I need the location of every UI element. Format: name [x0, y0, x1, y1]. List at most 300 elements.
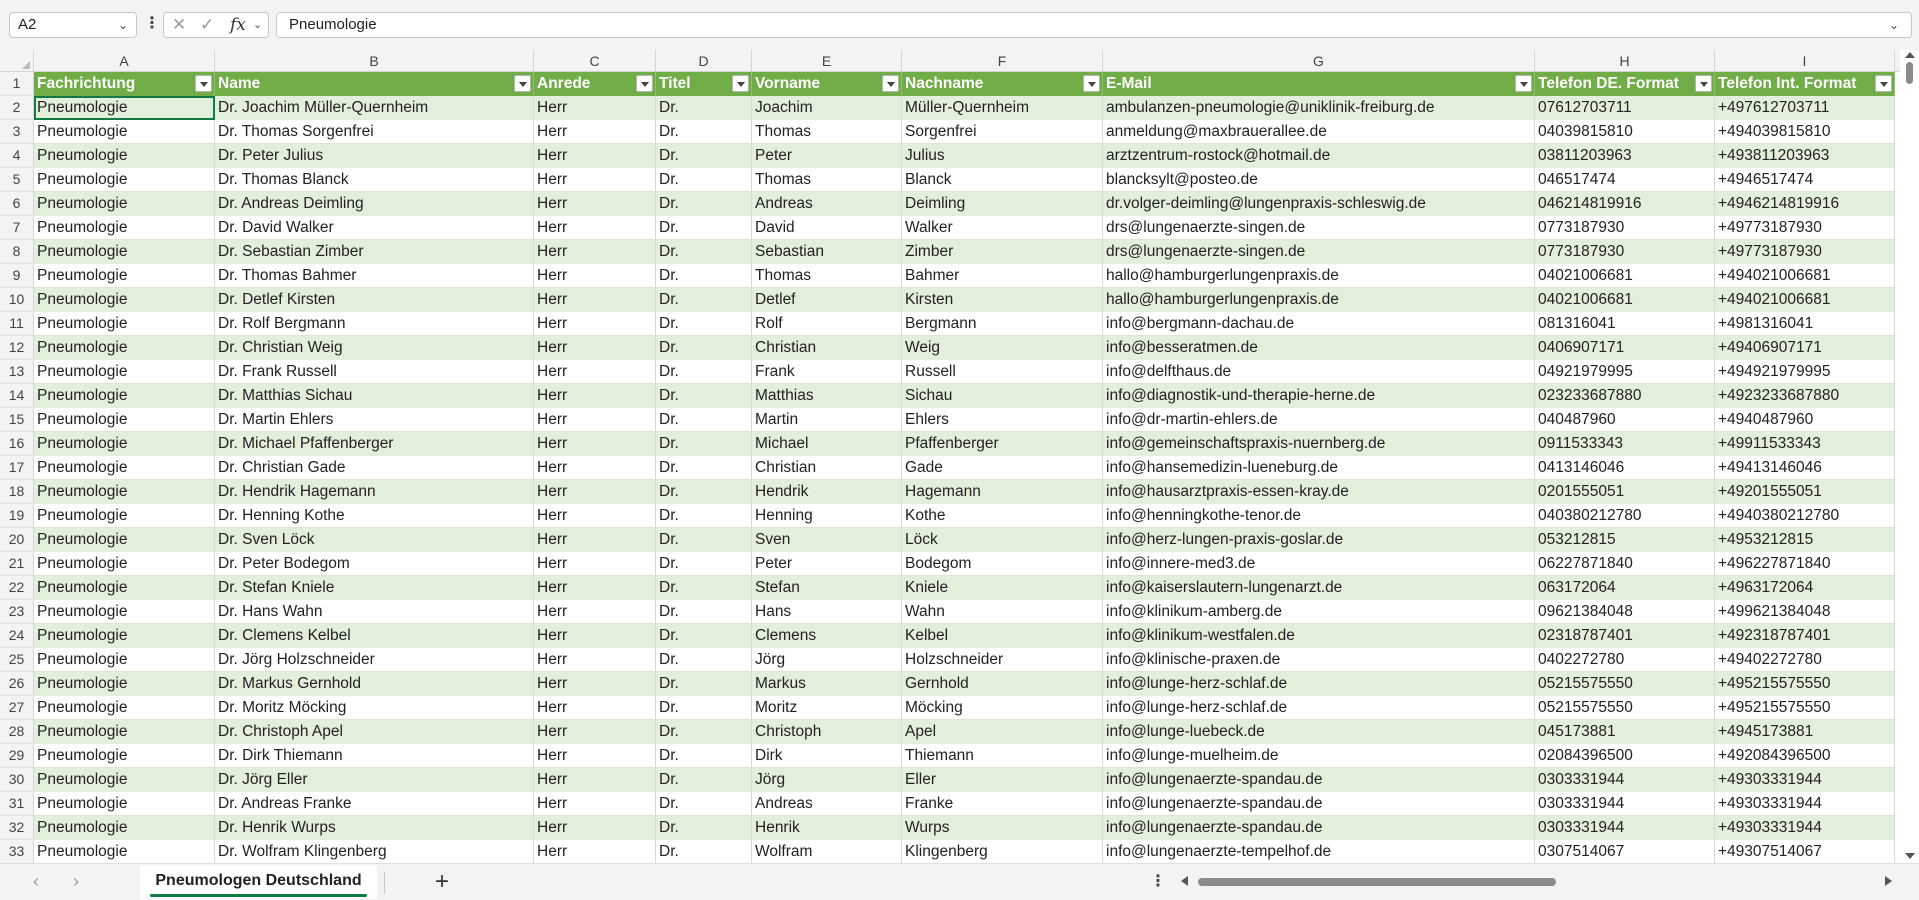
table-cell[interactable]: Gernhold — [902, 672, 1103, 696]
table-cell[interactable]: Holzschneider — [902, 648, 1103, 672]
table-cell[interactable]: Herr — [534, 840, 656, 863]
table-cell[interactable]: Dr. Henning Kothe — [215, 504, 534, 528]
table-cell[interactable]: 023233687880 — [1535, 384, 1715, 408]
table-cell[interactable]: Dr. — [656, 216, 752, 240]
table-cell[interactable]: drs@lungenaerzte-singen.de — [1103, 240, 1535, 264]
table-cell[interactable]: +4945173881 — [1715, 720, 1895, 744]
chevron-down-icon[interactable]: ⌄ — [117, 18, 128, 32]
table-cell[interactable]: info@lunge-herz-schlaf.de — [1103, 696, 1535, 720]
table-cell[interactable]: dr.volger-deimling@lungenpraxis-schleswig.de — [1103, 192, 1535, 216]
table-cell[interactable]: Pneumologie — [34, 312, 215, 336]
table-cell[interactable]: Dr. Hans Wahn — [215, 600, 534, 624]
table-cell[interactable]: Dr. — [656, 792, 752, 816]
table-cell[interactable]: David — [752, 216, 902, 240]
table-cell[interactable]: 05215575550 — [1535, 696, 1715, 720]
more-options-icon[interactable]: ⋮ — [144, 15, 160, 32]
row-number[interactable]: 21 — [0, 552, 34, 576]
table-cell[interactable]: info@lunge-herz-schlaf.de — [1103, 672, 1535, 696]
table-cell[interactable]: Dr. Christoph Apel — [215, 720, 534, 744]
horizontal-scroll-thumb[interactable] — [1198, 878, 1556, 886]
table-cell[interactable]: +4953212815 — [1715, 528, 1895, 552]
table-cell[interactable]: Dr. Sven Löck — [215, 528, 534, 552]
table-cell[interactable]: Pneumologie — [34, 696, 215, 720]
table-header-cell[interactable] — [1535, 72, 1715, 96]
table-cell[interactable]: Dr. Michael Pfaffenberger — [215, 432, 534, 456]
table-cell[interactable]: Herr — [534, 360, 656, 384]
table-cell[interactable]: info@hausarztpraxis-essen-kray.de — [1103, 480, 1535, 504]
table-cell[interactable]: Dr. Thomas Sorgenfrei — [215, 120, 534, 144]
table-cell[interactable]: 02084396500 — [1535, 744, 1715, 768]
table-cell[interactable]: Herr — [534, 168, 656, 192]
table-cell[interactable]: 0303331944 — [1535, 768, 1715, 792]
row-number[interactable]: 4 — [0, 144, 34, 168]
table-cell[interactable]: Dr. — [656, 768, 752, 792]
table-cell[interactable]: +493811203963 — [1715, 144, 1895, 168]
table-cell[interactable]: Dr. — [656, 696, 752, 720]
table-cell[interactable]: 05215575550 — [1535, 672, 1715, 696]
row-number[interactable]: 26 — [0, 672, 34, 696]
scroll-up-icon[interactable] — [1905, 52, 1915, 58]
row-number[interactable]: 18 — [0, 480, 34, 504]
table-cell[interactable]: Herr — [534, 408, 656, 432]
scroll-down-icon[interactable] — [1905, 853, 1915, 859]
table-cell[interactable]: blancksylt@posteo.de — [1103, 168, 1535, 192]
table-cell[interactable]: info@kaiserslautern-lungenarzt.de — [1103, 576, 1535, 600]
table-cell[interactable]: hallo@hamburgerlungenpraxis.de — [1103, 288, 1535, 312]
table-cell[interactable]: info@bergmann-dachau.de — [1103, 312, 1535, 336]
table-cell[interactable]: Zimber — [902, 240, 1103, 264]
table-cell[interactable]: Herr — [534, 696, 656, 720]
column-header-h[interactable]: H — [1535, 50, 1715, 72]
table-cell[interactable]: Sven — [752, 528, 902, 552]
sheet-tab-pneumologen-deutschland[interactable]: Pneumologen Deutschland — [140, 866, 377, 899]
table-cell[interactable]: Pneumologie — [34, 720, 215, 744]
table-cell[interactable]: 04021006681 — [1535, 288, 1715, 312]
table-cell[interactable]: 0402272780 — [1535, 648, 1715, 672]
table-cell[interactable]: Pneumologie — [34, 216, 215, 240]
row-number[interactable]: 14 — [0, 384, 34, 408]
table-cell[interactable]: anmeldung@maxbrauerallee.de — [1103, 120, 1535, 144]
table-cell[interactable]: Klingenberg — [902, 840, 1103, 863]
row-number[interactable]: 1 — [0, 72, 34, 96]
table-cell[interactable]: Sichau — [902, 384, 1103, 408]
table-cell[interactable]: Herr — [534, 792, 656, 816]
table-cell[interactable]: Pneumologie — [34, 576, 215, 600]
table-cell[interactable]: +494039815810 — [1715, 120, 1895, 144]
table-cell[interactable]: Dirk — [752, 744, 902, 768]
row-number[interactable]: 31 — [0, 792, 34, 816]
table-cell[interactable]: Herr — [534, 672, 656, 696]
row-number[interactable]: 22 — [0, 576, 34, 600]
table-cell[interactable]: 03811203963 — [1535, 144, 1715, 168]
table-cell[interactable]: Dr. — [656, 120, 752, 144]
table-cell[interactable]: Dr. — [656, 360, 752, 384]
table-cell[interactable]: 0201555051 — [1535, 480, 1715, 504]
table-cell[interactable]: Wurps — [902, 816, 1103, 840]
table-cell[interactable]: +49413146046 — [1715, 456, 1895, 480]
plus-icon[interactable]: + — [434, 868, 449, 895]
table-cell[interactable]: Dr. Thomas Blanck — [215, 168, 534, 192]
filter-dropdown-icon[interactable] — [882, 75, 899, 92]
table-cell[interactable]: Moritz — [752, 696, 902, 720]
table-cell[interactable]: arztzentrum-rostock@hotmail.de — [1103, 144, 1535, 168]
table-cell[interactable]: Dr. — [656, 744, 752, 768]
table-header-cell[interactable] — [656, 72, 752, 96]
table-cell[interactable]: info@lungenaerzte-tempelhof.de — [1103, 840, 1535, 863]
table-cell[interactable]: 0303331944 — [1535, 792, 1715, 816]
table-cell[interactable]: drs@lungenaerzte-singen.de — [1103, 216, 1535, 240]
table-cell[interactable]: info@klinikum-amberg.de — [1103, 600, 1535, 624]
table-cell[interactable]: Gade — [902, 456, 1103, 480]
table-cell[interactable]: Dr. David Walker — [215, 216, 534, 240]
scroll-right-icon[interactable] — [1885, 876, 1892, 886]
chevron-down-icon[interactable]: ⌄ — [253, 19, 263, 31]
table-cell[interactable]: info@besseratmen.de — [1103, 336, 1535, 360]
table-header-cell[interactable] — [215, 72, 534, 96]
table-cell[interactable]: Dr. Christian Gade — [215, 456, 534, 480]
table-cell[interactable]: Herr — [534, 432, 656, 456]
table-cell[interactable]: +496227871840 — [1715, 552, 1895, 576]
table-cell[interactable]: 04039815810 — [1535, 120, 1715, 144]
scroll-left-icon[interactable] — [1181, 876, 1188, 886]
table-cell[interactable]: Dr. — [656, 840, 752, 863]
table-cell[interactable]: Dr. — [656, 816, 752, 840]
table-cell[interactable]: Pneumologie — [34, 384, 215, 408]
check-icon[interactable]: ✓ — [200, 15, 215, 34]
table-cell[interactable]: Dr. — [656, 504, 752, 528]
table-cell[interactable]: +4963172064 — [1715, 576, 1895, 600]
vertical-scroll-thumb[interactable] — [1906, 62, 1913, 84]
table-cell[interactable]: Herr — [534, 312, 656, 336]
vertical-scrollbar[interactable] — [1900, 50, 1919, 863]
table-cell[interactable]: Herr — [534, 384, 656, 408]
table-cell[interactable]: 0413146046 — [1535, 456, 1715, 480]
table-cell[interactable]: Christian — [752, 336, 902, 360]
table-cell[interactable]: +494021006681 — [1715, 288, 1895, 312]
table-cell[interactable]: +494021006681 — [1715, 264, 1895, 288]
table-cell[interactable]: Dr. Detlef Kirsten — [215, 288, 534, 312]
table-cell[interactable]: Pneumologie — [34, 360, 215, 384]
table-cell[interactable]: Dr. Dirk Thiemann — [215, 744, 534, 768]
table-cell[interactable]: Pneumologie — [34, 840, 215, 863]
table-cell[interactable]: Wahn — [902, 600, 1103, 624]
table-cell[interactable]: Jörg — [752, 648, 902, 672]
table-cell[interactable]: Thomas — [752, 120, 902, 144]
table-cell[interactable]: Hans — [752, 600, 902, 624]
table-cell[interactable]: Dr. — [656, 552, 752, 576]
table-cell[interactable]: Hendrik — [752, 480, 902, 504]
filter-dropdown-icon[interactable] — [1515, 75, 1532, 92]
table-cell[interactable]: Pneumologie — [34, 264, 215, 288]
table-cell[interactable]: Deimling — [902, 192, 1103, 216]
table-cell[interactable]: 0406907171 — [1535, 336, 1715, 360]
row-number[interactable]: 5 — [0, 168, 34, 192]
table-header-cell[interactable] — [534, 72, 656, 96]
table-cell[interactable]: Herr — [534, 504, 656, 528]
table-cell[interactable]: Dr. Sebastian Zimber — [215, 240, 534, 264]
cancel-icon[interactable]: ✕ — [172, 15, 187, 34]
table-cell[interactable]: Pneumologie — [34, 792, 215, 816]
table-cell[interactable]: 081316041 — [1535, 312, 1715, 336]
table-cell[interactable]: +4940380212780 — [1715, 504, 1895, 528]
table-cell[interactable]: Dr. — [656, 312, 752, 336]
table-cell[interactable]: Pneumologie — [34, 600, 215, 624]
table-cell[interactable]: Pneumologie — [34, 480, 215, 504]
table-cell[interactable]: Dr. — [656, 720, 752, 744]
table-cell[interactable]: Herr — [534, 144, 656, 168]
row-number[interactable]: 17 — [0, 456, 34, 480]
table-cell[interactable]: Martin — [752, 408, 902, 432]
table-cell[interactable]: Thomas — [752, 264, 902, 288]
table-cell[interactable]: info@lungenaerzte-spandau.de — [1103, 816, 1535, 840]
table-cell[interactable]: Peter — [752, 552, 902, 576]
table-cell[interactable]: Dr. — [656, 576, 752, 600]
table-cell[interactable]: Pneumologie — [34, 168, 215, 192]
row-number[interactable]: 8 — [0, 240, 34, 264]
table-cell[interactable]: Pneumologie — [34, 432, 215, 456]
table-cell[interactable]: Hagemann — [902, 480, 1103, 504]
table-cell[interactable]: Detlef — [752, 288, 902, 312]
table-cell[interactable]: 040487960 — [1535, 408, 1715, 432]
filter-dropdown-icon[interactable] — [514, 75, 531, 92]
table-cell[interactable]: +495215575550 — [1715, 672, 1895, 696]
table-cell[interactable]: Clemens — [752, 624, 902, 648]
table-cell[interactable]: +49773187930 — [1715, 240, 1895, 264]
table-cell[interactable]: Dr. — [656, 240, 752, 264]
table-cell[interactable]: +494921979995 — [1715, 360, 1895, 384]
filter-dropdown-icon[interactable] — [1695, 75, 1712, 92]
table-cell[interactable]: Dr. Christian Weig — [215, 336, 534, 360]
table-cell[interactable]: Dr. Jörg Eller — [215, 768, 534, 792]
table-cell[interactable]: 045173881 — [1535, 720, 1715, 744]
table-cell[interactable]: Herr — [534, 720, 656, 744]
table-cell[interactable]: Jörg — [752, 768, 902, 792]
row-number[interactable]: 25 — [0, 648, 34, 672]
table-cell[interactable]: 0307514067 — [1535, 840, 1715, 863]
column-header-i[interactable]: I — [1715, 50, 1895, 72]
table-cell[interactable]: Dr. — [656, 288, 752, 312]
table-cell[interactable]: Herr — [534, 336, 656, 360]
row-number[interactable]: 27 — [0, 696, 34, 720]
table-cell[interactable]: Dr. — [656, 264, 752, 288]
table-cell[interactable]: Thomas — [752, 168, 902, 192]
row-number[interactable]: 33 — [0, 840, 34, 863]
table-cell[interactable]: +4923233687880 — [1715, 384, 1895, 408]
table-cell[interactable]: info@delfthaus.de — [1103, 360, 1535, 384]
table-cell[interactable]: info@lunge-luebeck.de — [1103, 720, 1535, 744]
table-cell[interactable]: +495215575550 — [1715, 696, 1895, 720]
table-cell[interactable]: Herr — [534, 552, 656, 576]
more-options-icon[interactable]: ⋮ — [1150, 873, 1166, 890]
table-cell[interactable]: Bahmer — [902, 264, 1103, 288]
table-cell[interactable]: +49402272780 — [1715, 648, 1895, 672]
table-cell[interactable]: 04921979995 — [1535, 360, 1715, 384]
table-cell[interactable]: Herr — [534, 264, 656, 288]
table-cell[interactable]: Dr. Martin Ehlers — [215, 408, 534, 432]
table-cell[interactable]: Pneumologie — [34, 336, 215, 360]
table-cell[interactable]: Herr — [534, 456, 656, 480]
table-cell[interactable]: +49773187930 — [1715, 216, 1895, 240]
table-cell[interactable]: +49303331944 — [1715, 768, 1895, 792]
table-cell[interactable]: Dr. — [656, 168, 752, 192]
row-number[interactable]: 9 — [0, 264, 34, 288]
table-cell[interactable]: hallo@hamburgerlungenpraxis.de — [1103, 264, 1535, 288]
table-cell[interactable]: Dr. Wolfram Klingenberg — [215, 840, 534, 863]
table-cell[interactable]: +49201555051 — [1715, 480, 1895, 504]
row-number[interactable]: 6 — [0, 192, 34, 216]
column-header-f[interactable]: F — [902, 50, 1103, 72]
table-cell[interactable]: Franke — [902, 792, 1103, 816]
table-cell[interactable]: Dr. — [656, 384, 752, 408]
table-cell[interactable]: Pneumologie — [34, 744, 215, 768]
row-number[interactable]: 32 — [0, 816, 34, 840]
table-cell[interactable]: Julius — [902, 144, 1103, 168]
table-cell[interactable]: Pneumologie — [34, 552, 215, 576]
table-cell[interactable]: Andreas — [752, 792, 902, 816]
table-cell[interactable]: Pneumologie — [34, 96, 215, 120]
table-cell[interactable]: +497612703711 — [1715, 96, 1895, 120]
table-cell[interactable]: +49307514067 — [1715, 840, 1895, 863]
table-cell[interactable]: Stefan — [752, 576, 902, 600]
table-cell[interactable]: Eller — [902, 768, 1103, 792]
column-header-c[interactable]: C — [534, 50, 656, 72]
table-cell[interactable]: Michael — [752, 432, 902, 456]
table-cell[interactable]: +4940487960 — [1715, 408, 1895, 432]
table-cell[interactable]: Dr. Jörg Holzschneider — [215, 648, 534, 672]
row-number[interactable]: 28 — [0, 720, 34, 744]
table-cell[interactable]: Dr. Andreas Deimling — [215, 192, 534, 216]
table-cell[interactable]: Herr — [534, 240, 656, 264]
column-header-b[interactable]: B — [215, 50, 534, 72]
table-cell[interactable]: +4946517474 — [1715, 168, 1895, 192]
table-cell[interactable]: Herr — [534, 528, 656, 552]
row-number[interactable]: 30 — [0, 768, 34, 792]
table-cell[interactable]: Herr — [534, 120, 656, 144]
table-header-cell[interactable] — [1715, 72, 1895, 96]
table-cell[interactable]: info@lunge-muelheim.de — [1103, 744, 1535, 768]
table-cell[interactable]: Pneumologie — [34, 768, 215, 792]
table-cell[interactable]: Pneumologie — [34, 144, 215, 168]
table-cell[interactable]: Dr. Hendrik Hagemann — [215, 480, 534, 504]
column-header-g[interactable]: G — [1103, 50, 1535, 72]
name-box[interactable] — [9, 12, 137, 38]
row-number[interactable]: 23 — [0, 600, 34, 624]
table-cell[interactable]: Rolf — [752, 312, 902, 336]
table-cell[interactable]: Dr. — [656, 600, 752, 624]
row-number[interactable]: 13 — [0, 360, 34, 384]
table-cell[interactable]: Dr. — [656, 432, 752, 456]
table-cell[interactable]: Andreas — [752, 192, 902, 216]
table-cell[interactable]: Dr. Peter Bodegom — [215, 552, 534, 576]
table-cell[interactable]: Dr. Frank Russell — [215, 360, 534, 384]
table-cell[interactable]: info@innere-med3.de — [1103, 552, 1535, 576]
table-cell[interactable]: Wolfram — [752, 840, 902, 863]
row-number[interactable]: 12 — [0, 336, 34, 360]
table-cell[interactable]: +492318787401 — [1715, 624, 1895, 648]
table-cell[interactable]: Pneumologie — [34, 648, 215, 672]
table-cell[interactable]: Herr — [534, 768, 656, 792]
table-cell[interactable]: info@herz-lungen-praxis-goslar.de — [1103, 528, 1535, 552]
table-cell[interactable]: Herr — [534, 600, 656, 624]
table-cell[interactable]: Dr. Thomas Bahmer — [215, 264, 534, 288]
table-header-cell[interactable] — [902, 72, 1103, 96]
table-cell[interactable]: Bodegom — [902, 552, 1103, 576]
select-all-corner[interactable] — [0, 50, 34, 72]
table-cell[interactable]: Dr. — [656, 408, 752, 432]
expand-formula-icon[interactable]: ⌄ — [1888, 18, 1899, 32]
table-cell[interactable]: Markus — [752, 672, 902, 696]
table-cell[interactable]: +4946214819916 — [1715, 192, 1895, 216]
row-number[interactable]: 3 — [0, 120, 34, 144]
table-cell[interactable]: Peter — [752, 144, 902, 168]
table-cell[interactable]: info@henningkothe-tenor.de — [1103, 504, 1535, 528]
row-number[interactable]: 11 — [0, 312, 34, 336]
table-cell[interactable]: Christoph — [752, 720, 902, 744]
table-cell[interactable]: 046517474 — [1535, 168, 1715, 192]
table-cell[interactable]: Dr. — [656, 144, 752, 168]
table-cell[interactable]: Herr — [534, 624, 656, 648]
table-cell[interactable]: 07612703711 — [1535, 96, 1715, 120]
table-cell[interactable]: Herr — [534, 480, 656, 504]
table-cell[interactable]: info@lungenaerzte-spandau.de — [1103, 768, 1535, 792]
table-cell[interactable]: Herr — [534, 96, 656, 120]
table-cell[interactable]: Weig — [902, 336, 1103, 360]
table-cell[interactable]: Pneumologie — [34, 288, 215, 312]
table-cell[interactable]: info@hansemedizin-lueneburg.de — [1103, 456, 1535, 480]
filter-dropdown-icon[interactable] — [732, 75, 749, 92]
table-cell[interactable]: Müller-Quernheim — [902, 96, 1103, 120]
table-cell[interactable]: Walker — [902, 216, 1103, 240]
table-cell[interactable]: 063172064 — [1535, 576, 1715, 600]
table-cell[interactable]: Blanck — [902, 168, 1103, 192]
table-cell[interactable]: +492084396500 — [1715, 744, 1895, 768]
table-cell[interactable]: Dr. — [656, 480, 752, 504]
table-cell[interactable]: Herr — [534, 744, 656, 768]
table-cell[interactable]: Dr. — [656, 96, 752, 120]
previous-sheet-icon[interactable]: ‹ — [33, 871, 39, 891]
row-number[interactable]: 16 — [0, 432, 34, 456]
table-cell[interactable]: Joachim — [752, 96, 902, 120]
table-cell[interactable]: Sorgenfrei — [902, 120, 1103, 144]
filter-dropdown-icon[interactable] — [195, 75, 212, 92]
table-cell[interactable]: 0303331944 — [1535, 816, 1715, 840]
table-cell[interactable]: 0773187930 — [1535, 216, 1715, 240]
table-cell[interactable]: Thiemann — [902, 744, 1103, 768]
table-cell[interactable]: 040380212780 — [1535, 504, 1715, 528]
filter-dropdown-icon[interactable] — [636, 75, 653, 92]
table-header-cell[interactable] — [34, 72, 215, 96]
row-number[interactable]: 10 — [0, 288, 34, 312]
table-cell[interactable]: Pneumologie — [34, 624, 215, 648]
column-header-e[interactable]: E — [752, 50, 902, 72]
table-cell[interactable]: Herr — [534, 576, 656, 600]
table-cell[interactable]: Frank — [752, 360, 902, 384]
table-cell[interactable]: 0911533343 — [1535, 432, 1715, 456]
table-cell[interactable]: Pneumologie — [34, 456, 215, 480]
row-number[interactable]: 24 — [0, 624, 34, 648]
table-cell[interactable]: info@klinikum-westfalen.de — [1103, 624, 1535, 648]
table-cell[interactable]: +499621384048 — [1715, 600, 1895, 624]
table-cell[interactable]: Pneumologie — [34, 816, 215, 840]
row-number[interactable]: 19 — [0, 504, 34, 528]
table-cell[interactable]: Dr. Rolf Bergmann — [215, 312, 534, 336]
table-cell[interactable]: Dr. Clemens Kelbel — [215, 624, 534, 648]
row-number[interactable]: 15 — [0, 408, 34, 432]
filter-dropdown-icon[interactable] — [1875, 75, 1892, 92]
table-cell[interactable]: Pneumologie — [34, 240, 215, 264]
table-header-cell[interactable] — [1103, 72, 1535, 96]
table-cell[interactable]: Löck — [902, 528, 1103, 552]
